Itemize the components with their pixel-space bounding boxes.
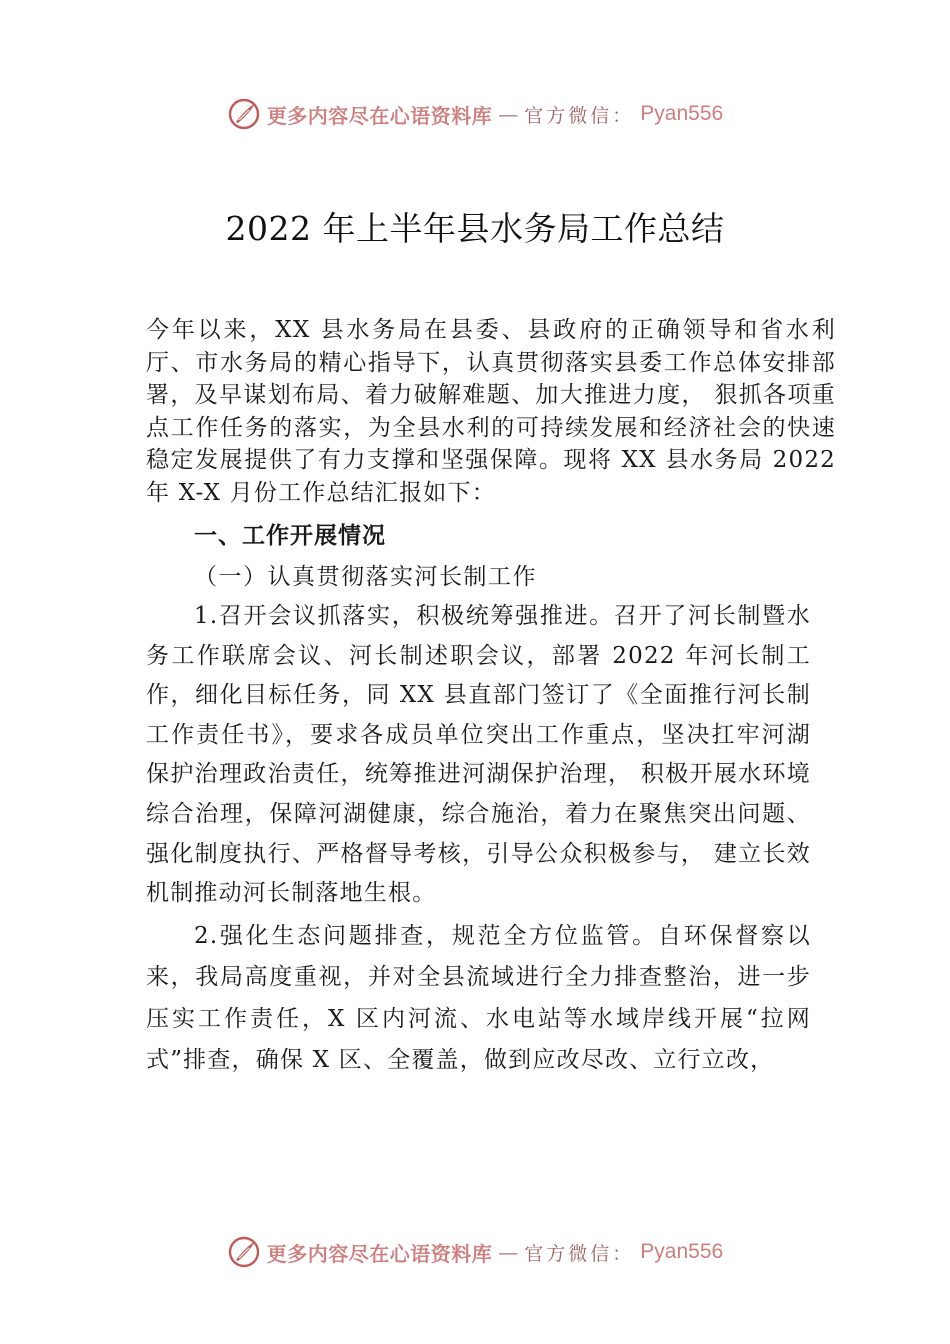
document-title: 2022 年上半年县水务局工作总结 [225, 209, 725, 248]
watermark-bottom [0, 1232, 950, 1272]
watermark-separator: — [498, 1240, 519, 1264]
section-heading: 一、工作开展情况 [194, 523, 386, 549]
subsection-heading: （一）认真贯彻落实河长制工作 [194, 564, 537, 590]
watermark-label: 官方微信： [524, 104, 635, 127]
watermark-main-text: 更多内容尽在心语资料库 [266, 103, 493, 128]
document-body [146, 314, 836, 1082]
watermark-main-text: 更多内容尽在心语资料库 [266, 1241, 493, 1266]
intro-paragraph: 今年以来，XX 县水务局在县委、县政府的正确领导和省水利厅、市水务局的精心指导下，认真贯彻落实县委工作总体安排部署，及早谋划布局、着力破解难题、加大推进力度， 狠抓各项重点工作任务的落实，为全县水利的可持续发展和经济社会的快速稳定发展提供了有力支撑和坚强保障。现将 XX 县水务局 2022 年 X-X 月份工作总结汇报如下： [146, 317, 836, 506]
watermark-id: Pyan556 [640, 102, 724, 125]
item-paragraph-2: 2.强化生态问题排查，规范全方位监管。自环保督察以来，我局高度重视，并对全县流域进行全力排查整治，进一步压实工作责任，X 区内河流、水电站等水域岸线开展“拉网式”排查，确保 X 区、全覆盖，做到应改尽改、立行立改， [146, 922, 811, 1074]
watermark-label: 官方微信： [524, 1242, 635, 1265]
item-paragraph-1: 1.召开会议抓落实，积极统筹强推进。召开了河长制暨水务工作联席会议、河长制述职会议，部署 2022 年河长制工作，细化目标任务，同 XX 县直部门签订了《全面推行河长制工作责任书》，要求各成员单位突出工作重点，坚决扛牢河湖保护治理政治责任，统筹推进河湖保护治理， 积极开展水环境综合治理，保障河湖健康，综合施治，着力在聚焦突出问题、强化制度执行、严格督导考核，引导公众积极参与， 建立长效机制推动河长制落地生根。 [146, 603, 811, 907]
watermark-top [0, 94, 950, 134]
quill-logo-icon [227, 97, 261, 131]
watermark-id: Pyan556 [640, 1240, 724, 1263]
watermark-separator: — [498, 102, 519, 126]
quill-logo-icon [227, 1235, 261, 1269]
